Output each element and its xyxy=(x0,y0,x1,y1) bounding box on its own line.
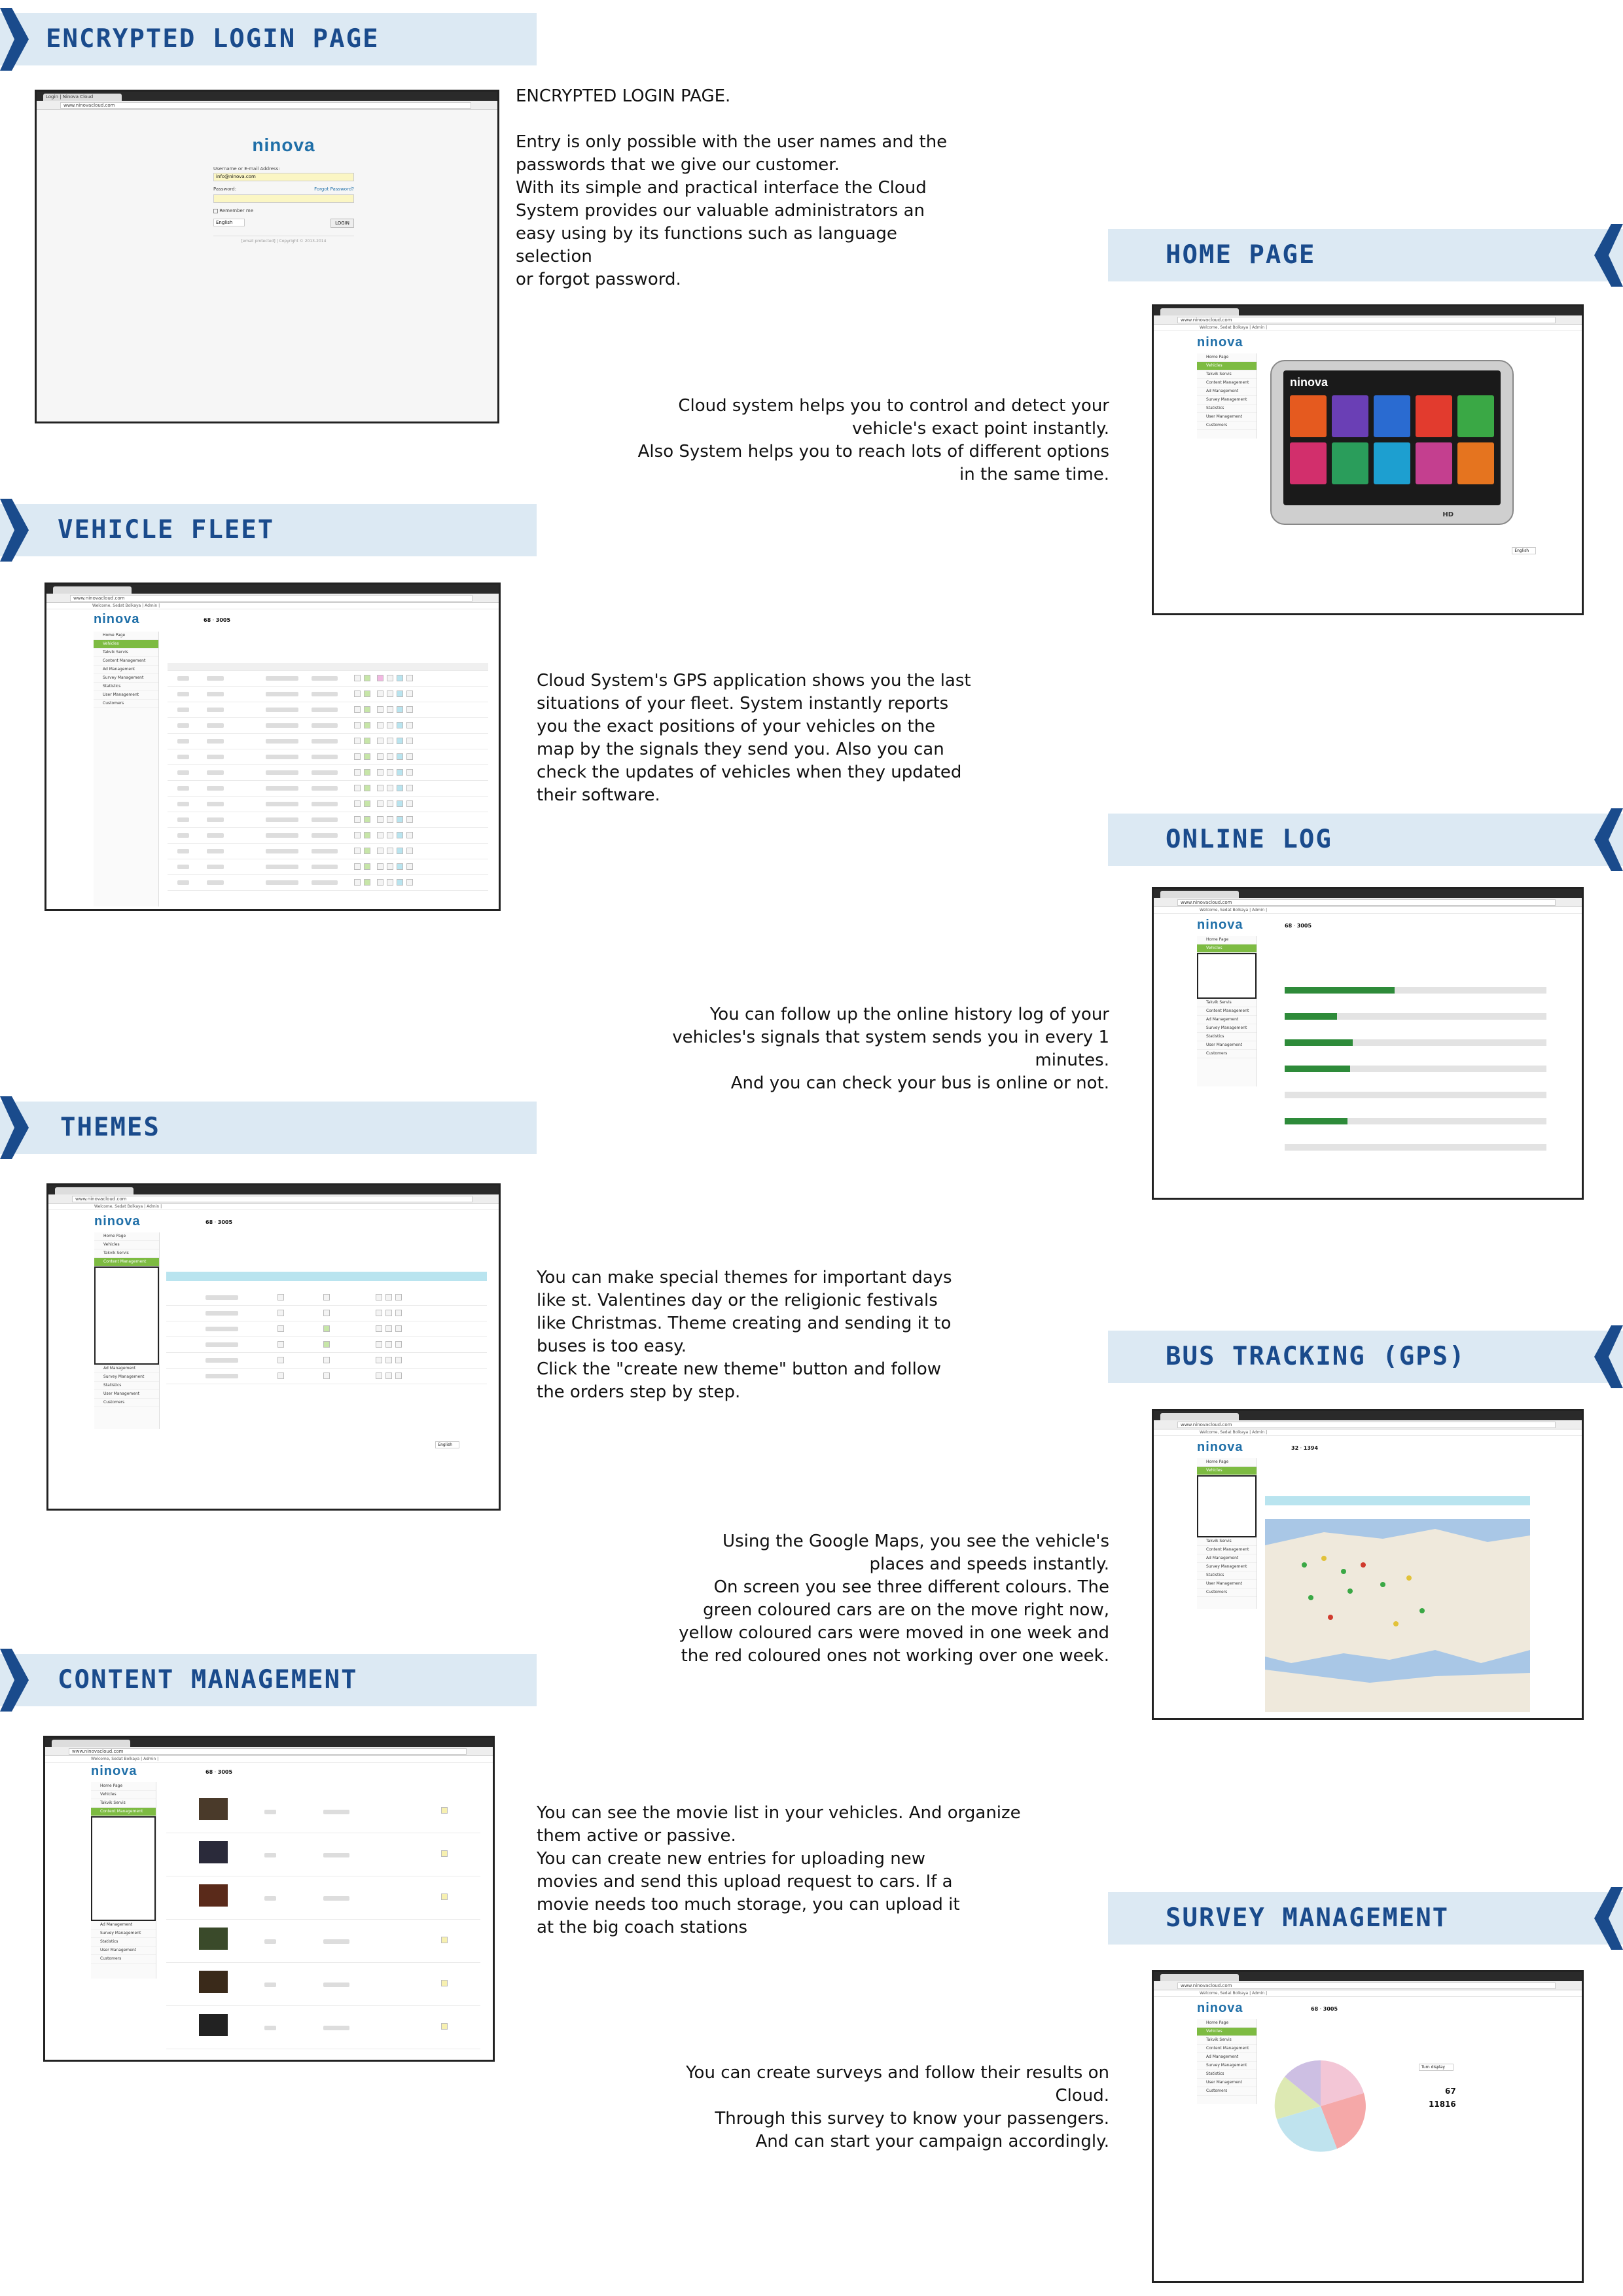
sidebar-item[interactable]: Takvik Servis xyxy=(1197,370,1257,379)
table-row xyxy=(166,1306,487,1321)
section-title: HOME PAGE xyxy=(1166,240,1316,270)
section-description: Cloud system helps you to control and detect your vehicle's exact point instantly. Also System helps you to reach lots of different options in the same time. xyxy=(637,396,1109,484)
table-row xyxy=(168,859,488,875)
sidebar-item[interactable]: Ad Management xyxy=(94,1365,159,1373)
section-description: Cloud System's GPS application shows you the last situations of your fleet. System instantly reports you the exact positions of your vehicles on the map by the signals they send you. Also you can check the updates of vehicles when they updated their software. xyxy=(537,671,971,805)
sidebar-item[interactable]: Content Management xyxy=(91,1808,156,1816)
submenu-block xyxy=(94,1266,159,1365)
table-row xyxy=(166,1790,480,1833)
browser-tab[interactable] xyxy=(1160,308,1239,315)
sidebar-item[interactable]: Statistics xyxy=(94,1382,159,1390)
game-icon[interactable] xyxy=(1416,442,1452,484)
sidebar-item[interactable]: Survey Management xyxy=(94,1373,159,1382)
sidebar-item[interactable]: Survey Management xyxy=(1197,1024,1257,1033)
table-row xyxy=(166,1369,487,1384)
section-title: ONLINE LOG xyxy=(1166,825,1332,854)
browser-tab[interactable] xyxy=(1160,1974,1239,1981)
table-row xyxy=(168,718,488,734)
logo: ninova xyxy=(1197,335,1243,350)
address-bar[interactable]: www.ninovacloud.com xyxy=(1177,1982,1556,1989)
email-field[interactable]: info@ninova.com xyxy=(213,173,354,181)
sidebar-item[interactable]: Content Management xyxy=(94,657,158,666)
sidebar-item[interactable]: Statistics xyxy=(94,683,158,691)
chevron-left-icon xyxy=(1592,224,1623,287)
browser-tab[interactable] xyxy=(52,1740,130,1747)
sidebar-item[interactable]: Ad Management xyxy=(94,666,158,674)
sidebar-item[interactable]: User Management xyxy=(94,691,158,700)
sidebar-item[interactable]: Home Page xyxy=(1197,936,1257,944)
sidebar-item[interactable]: Home Page xyxy=(91,1782,156,1791)
sidebar-item[interactable]: Vehicles xyxy=(94,640,158,649)
home-page-screenshot xyxy=(1152,304,1584,615)
sidebar-menu xyxy=(1197,1458,1257,1609)
section-title: SURVEY MANAGEMENT xyxy=(1166,1903,1450,1933)
table-row xyxy=(166,2006,480,2049)
section-banner-survey xyxy=(1108,1892,1623,1945)
sidebar-item[interactable]: User Management xyxy=(1197,1580,1257,1588)
address-bar[interactable]: www.ninovacloud.com xyxy=(72,1196,473,1202)
sidebar-item[interactable]: Ad Management xyxy=(1197,2053,1257,2062)
globe-icon[interactable] xyxy=(1374,442,1410,484)
sidebar-item[interactable]: Takvik Servis xyxy=(1197,1537,1257,1546)
password-label: Password: xyxy=(213,187,237,192)
chevron-left-icon xyxy=(1592,1887,1623,1950)
table-row xyxy=(168,797,488,812)
welcome-text: Welcome, Sedat Bolkaya | Admin | xyxy=(1154,1990,1582,1997)
section-description: You can follow up the online history log of your vehicles's signals that system sends you in every 1 minutes. And you can check your bus is online or not. xyxy=(672,1005,1109,1093)
sidebar-item[interactable]: Content Management xyxy=(1197,1546,1257,1554)
table-row xyxy=(168,734,488,749)
chevron-right-icon xyxy=(0,1096,31,1159)
sidebar-item[interactable]: Statistics xyxy=(1197,2070,1257,2079)
survey-screenshot xyxy=(1152,1970,1584,2283)
welcome-text: Welcome, Sedat Bolkaya | Admin | xyxy=(46,603,499,609)
sidebar-item[interactable]: User Management xyxy=(1197,2079,1257,2087)
address-bar[interactable]: www.ninovacloud.com xyxy=(70,595,473,601)
sidebar-item[interactable]: Ad Management xyxy=(1197,1016,1257,1024)
table-row xyxy=(168,671,488,687)
logo: ninova xyxy=(94,612,140,626)
vehicle-count: 68 · 3005 xyxy=(1311,2006,1338,2012)
table-row xyxy=(166,1321,487,1337)
section-banner-home xyxy=(1108,229,1623,281)
remember-checkbox[interactable] xyxy=(213,209,218,213)
sidebar-item[interactable]: Takvik Servis xyxy=(94,1249,159,1258)
sidebar-item[interactable]: Survey Management xyxy=(1197,1563,1257,1571)
table-row xyxy=(166,1920,480,1963)
sidebar-item[interactable]: Takvik Servis xyxy=(1197,999,1257,1007)
sidebar-item[interactable]: Survey Management xyxy=(1197,396,1257,404)
welcome-text: Welcome, Sedat Bolkaya | Admin | xyxy=(1154,1429,1582,1436)
remember-label: Remember me xyxy=(219,208,254,213)
vehicle-count: 68 · 3005 xyxy=(205,1219,233,1225)
language-select[interactable]: English xyxy=(213,219,245,226)
vehicle-count: 68 · 3005 xyxy=(1285,923,1312,929)
sidebar-item[interactable]: Home Page xyxy=(1197,1458,1257,1467)
submenu-block xyxy=(1197,953,1257,999)
browser-tab[interactable] xyxy=(53,586,132,594)
sidebar-item[interactable]: Customers xyxy=(94,1399,159,1407)
table-row xyxy=(168,828,488,844)
survey-selector[interactable]: Turn display xyxy=(1419,2064,1454,2071)
sidebar-item[interactable]: Takvik Servis xyxy=(91,1799,156,1808)
sidebar-item[interactable]: Vehicles xyxy=(91,1791,156,1799)
movie-icon[interactable] xyxy=(1374,395,1410,437)
logo: ninova xyxy=(1197,1440,1243,1454)
chevron-left-icon xyxy=(1592,1325,1623,1388)
vehicle-count: 68 · 3005 xyxy=(205,1769,233,1775)
password-field[interactable] xyxy=(213,194,354,203)
survey-count-b: 11816 xyxy=(1429,2100,1456,2109)
sidebar-item[interactable]: User Management xyxy=(1197,1041,1257,1050)
section-banner-content xyxy=(0,1654,537,1706)
table-row xyxy=(166,1876,480,1920)
sidebar-item[interactable]: Content Management xyxy=(1197,2045,1257,2053)
address-bar[interactable]: www.ninovacloud.com xyxy=(1177,1422,1556,1428)
table-row xyxy=(166,1963,480,2006)
forgot-password-link[interactable]: Forgot Password? xyxy=(314,187,354,192)
sidebar-item[interactable]: Customers xyxy=(1197,1050,1257,1058)
section-title: BUS TRACKING (GPS) xyxy=(1166,1342,1466,1371)
submenu-block xyxy=(91,1816,156,1921)
sidebar-item[interactable]: Vehicles xyxy=(94,1241,159,1249)
welcome-text: Welcome, Sedat Bolkaya | Admin | xyxy=(45,1756,493,1763)
table-row xyxy=(168,687,488,702)
table-row xyxy=(166,1290,487,1306)
themes-screenshot xyxy=(46,1183,501,1511)
sidebar-item[interactable]: Customers xyxy=(94,700,158,708)
sidebar-menu xyxy=(1197,2019,1257,2104)
vehicle-table xyxy=(168,663,488,891)
table-row xyxy=(168,702,488,718)
survey-pie-chart xyxy=(1272,2057,1370,2155)
sidebar-item[interactable]: Customers xyxy=(1197,422,1257,430)
info-banner xyxy=(1265,1496,1530,1505)
section-banner-online-log xyxy=(1108,814,1623,866)
vehicle-count: 68 · 3005 xyxy=(204,617,231,623)
language-select[interactable]: English xyxy=(1512,547,1536,554)
table-row xyxy=(168,812,488,828)
sidebar-menu xyxy=(1197,353,1257,439)
section-title: ENCRYPTED LOGIN PAGE xyxy=(46,24,380,54)
sidebar-item[interactable]: Statistics xyxy=(1197,1033,1257,1041)
sidebar-item[interactable]: Customers xyxy=(1197,2087,1257,2096)
submenu-block xyxy=(1197,1475,1257,1537)
vehicle-count: 32 · 1394 xyxy=(1291,1445,1319,1451)
tablet-image xyxy=(1270,360,1514,525)
table-row xyxy=(168,875,488,891)
sidebar-menu xyxy=(94,1232,160,1429)
tv-icon[interactable] xyxy=(1290,395,1327,437)
map[interactable] xyxy=(1265,1519,1530,1712)
section-title: VEHICLE FLEET xyxy=(58,515,275,545)
table-row xyxy=(166,1353,487,1369)
tablet-brand: ninova xyxy=(1290,376,1329,389)
logo: ninova xyxy=(1197,918,1243,932)
sidebar-item[interactable]: Home Page xyxy=(94,1232,159,1241)
logo: ninova xyxy=(1197,2001,1243,2015)
sidebar-item[interactable]: User Management xyxy=(94,1390,159,1399)
login-footer: [email protected] | Copyright © 2013-2014 xyxy=(213,236,354,243)
music-icon[interactable] xyxy=(1332,395,1368,437)
section-banner-fleet xyxy=(0,504,537,556)
browser-tab[interactable]: Login | Ninova Cloud xyxy=(43,94,122,101)
hd-label: HD xyxy=(1442,511,1454,518)
sidebar-item[interactable]: Ad Management xyxy=(1197,387,1257,396)
sidebar-item[interactable]: Content Management xyxy=(94,1258,159,1266)
chevron-left-icon xyxy=(1592,808,1623,871)
movie-table xyxy=(166,1790,480,2049)
browser-tab[interactable] xyxy=(55,1187,134,1194)
sidebar-item[interactable]: Survey Management xyxy=(1197,2062,1257,2070)
table-row xyxy=(168,844,488,859)
table-row xyxy=(168,765,488,781)
section-description: ENCRYPTED LOGIN PAGE. Entry is only possible with the user names and the passwords that we give our customer. With its simple and practical interface the Cloud System provides our valuable administrators an easy using by its functions such as language selection or forgot password. xyxy=(516,86,948,289)
sidebar-item[interactable]: Home Page xyxy=(94,632,158,640)
sidebar-item[interactable]: Statistics xyxy=(91,1938,156,1946)
chevron-right-icon xyxy=(0,499,31,562)
browser-tab[interactable] xyxy=(1160,1413,1239,1420)
sidebar-item[interactable]: Customers xyxy=(91,1955,156,1964)
section-title: THEMES xyxy=(60,1113,160,1142)
chevron-right-icon xyxy=(0,8,31,71)
vehicle-fleet-screenshot xyxy=(45,583,501,911)
section-banner-themes xyxy=(0,1102,537,1154)
login-screenshot xyxy=(35,90,499,423)
bus-tracking-screenshot xyxy=(1152,1409,1584,1720)
sidebar-item[interactable]: Vehicles xyxy=(1197,1467,1257,1475)
radio-icon[interactable] xyxy=(1290,442,1327,484)
sidebar-item[interactable]: Vehicles xyxy=(1197,944,1257,953)
sidebar-item[interactable]: Takvik Servis xyxy=(1197,2036,1257,2045)
section-title: CONTENT MANAGEMENT xyxy=(58,1665,358,1695)
sidebar-item[interactable]: Customers xyxy=(1197,1588,1257,1597)
chevron-right-icon xyxy=(0,1649,31,1712)
address-bar[interactable]: www.ninovacloud.com xyxy=(69,1748,467,1755)
sidebar-item[interactable]: Statistics xyxy=(1197,404,1257,413)
sidebar-item[interactable]: Statistics xyxy=(1197,1571,1257,1580)
sidebar-item[interactable]: Survey Management xyxy=(91,1929,156,1938)
sidebar-item[interactable]: Ad Management xyxy=(91,1921,156,1929)
table-row xyxy=(166,1833,480,1876)
logo: ninova xyxy=(252,135,315,155)
sidebar-item[interactable]: Survey Management xyxy=(94,674,158,683)
section-description: You can see the movie list in your vehicles. And organize them active or passive. You can create new entries for uploading new movies and send this upload request to cars. If a movie needs too much storage, you can upload it at the big coach stations xyxy=(537,1803,1021,1937)
email-label: Username or E-mail Address: xyxy=(213,166,280,171)
section-banner-login xyxy=(0,13,537,65)
content-management-screenshot xyxy=(43,1736,495,2062)
section-description: You can create surveys and follow their results on Cloud. Through this survey to know your passengers. And can start your campaign accordingly. xyxy=(686,2063,1109,2151)
sidebar-item[interactable]: Vehicles xyxy=(1197,362,1257,370)
table-row xyxy=(168,781,488,797)
logo: ninova xyxy=(94,1214,141,1229)
address-bar[interactable]: www.ninovacloud.com xyxy=(1177,899,1556,906)
sidebar-item[interactable]: Content Management xyxy=(1197,379,1257,387)
sidebar-item[interactable]: Home Page xyxy=(1197,2019,1257,2028)
sidebar-item[interactable]: Vehicles xyxy=(1197,2028,1257,2036)
themes-table xyxy=(166,1290,487,1384)
section-description: You can make special themes for important days like st. Valentines day or the religionic festivals like Christmas. Theme creating and sending it to buses is too easy. Click the "create new theme" button and follow the orders step by step. xyxy=(537,1268,952,1402)
sidebar-item[interactable]: Ad Management xyxy=(1197,1554,1257,1563)
welcome-text: Welcome, Sedat Bolkaya | Admin | xyxy=(48,1204,499,1210)
welcome-text: Welcome, Sedat Bolkaya | Admin | xyxy=(1154,325,1582,331)
sidebar-item[interactable]: User Management xyxy=(91,1946,156,1955)
sidebar-menu xyxy=(94,632,159,906)
address-bar[interactable]: www.ninovacloud.com xyxy=(60,102,471,109)
info-banner xyxy=(166,1272,487,1281)
welcome-text: Welcome, Sedat Bolkaya | Admin | xyxy=(1154,907,1582,914)
sidebar-item[interactable]: Home Page xyxy=(1197,353,1257,362)
sidebar-menu xyxy=(91,1782,156,1979)
login-button[interactable]: LOGIN xyxy=(330,219,354,228)
browser-tab[interactable] xyxy=(1160,891,1239,898)
table-row xyxy=(168,749,488,765)
camera-icon[interactable] xyxy=(1332,442,1368,484)
login-form xyxy=(213,135,354,279)
language-select[interactable]: English xyxy=(435,1441,459,1448)
sidebar-item[interactable]: Content Management xyxy=(1197,1007,1257,1016)
menu-icon[interactable] xyxy=(1457,442,1494,484)
table-row xyxy=(166,1337,487,1353)
survey-count-a: 67 xyxy=(1445,2087,1456,2096)
sidebar-item[interactable]: User Management xyxy=(1197,413,1257,422)
address-bar[interactable]: www.ninovacloud.com xyxy=(1177,317,1556,323)
section-banner-bus-tracking xyxy=(1108,1331,1623,1383)
sidebar-item[interactable]: Takvik Servis xyxy=(94,649,158,657)
section-description: Using the Google Maps, you see the vehicle's places and speeds instantly. On screen you see three different colours. The green coloured cars are on the move right now, yellow coloured cars were moved in one week and the red coloured ones not working over one week. xyxy=(679,1532,1109,1666)
edit-icon[interactable] xyxy=(1416,395,1452,437)
sidebar-menu xyxy=(1197,936,1257,1086)
video-icon[interactable] xyxy=(1457,395,1494,437)
signal-log xyxy=(1285,987,1546,1183)
online-log-screenshot xyxy=(1152,887,1584,1200)
logo: ninova xyxy=(91,1764,137,1778)
